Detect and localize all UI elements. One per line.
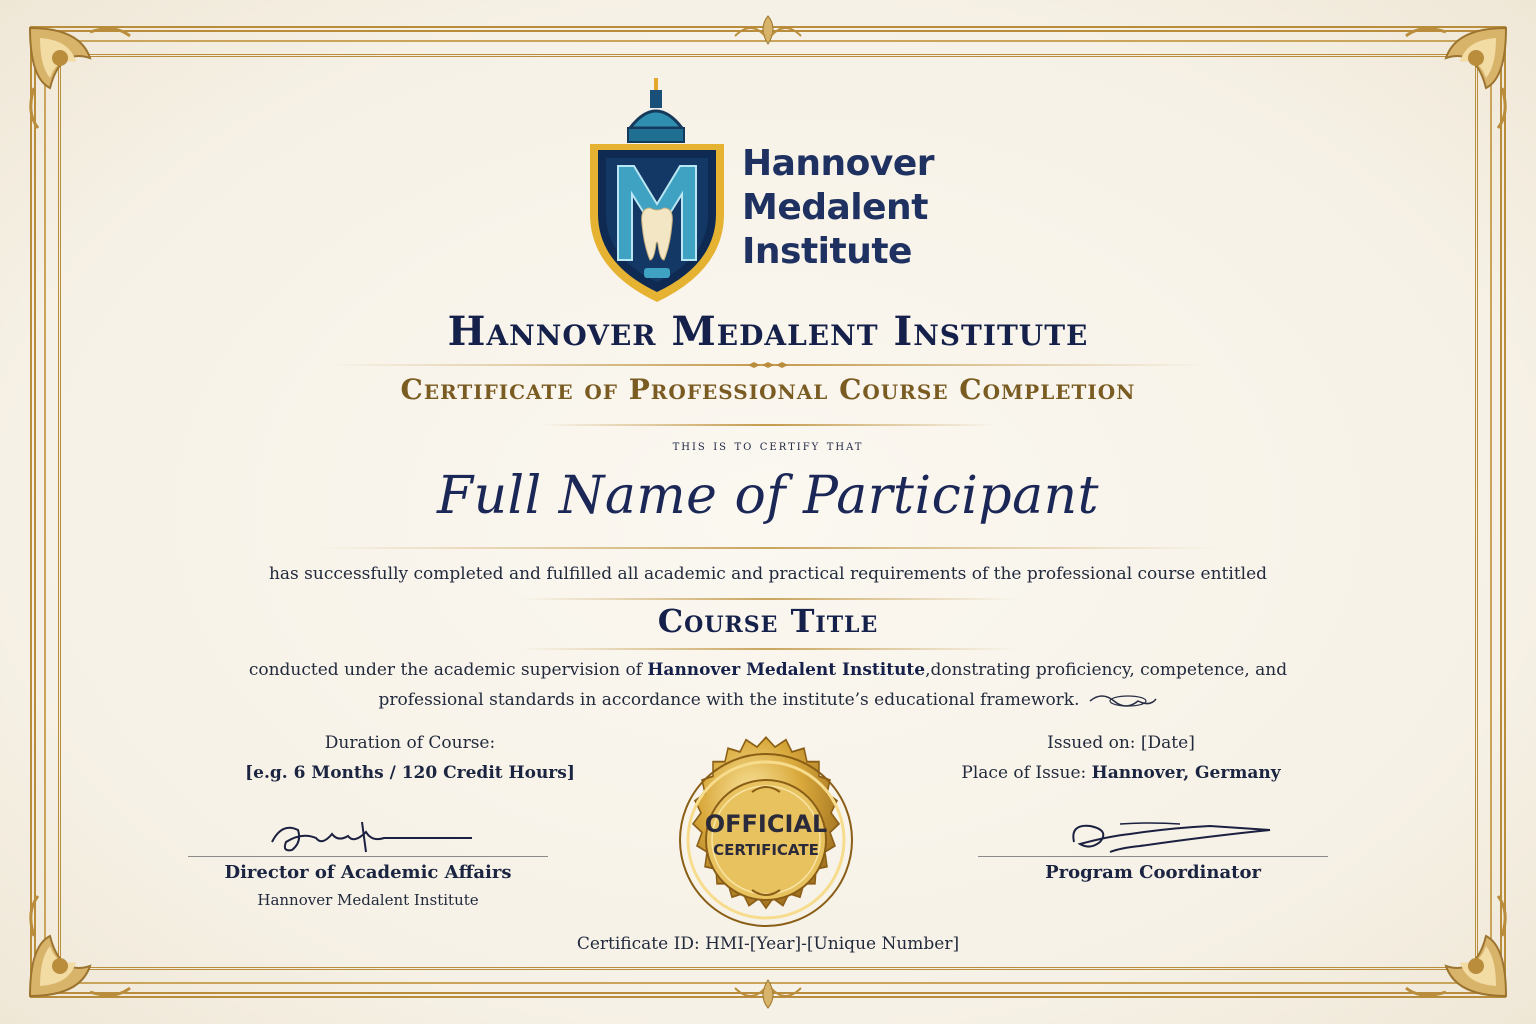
shield-crest-icon — [584, 74, 730, 306]
logo-wordmark — [742, 142, 972, 274]
coordinator-signature — [1060, 812, 1276, 858]
completion-statement: has successfully completed and fulfilled all academic and practical requirements of the professional course entitled — [268, 564, 1268, 584]
logo-line2: Medalent — [742, 187, 928, 228]
institute-logo — [584, 74, 964, 306]
divider — [540, 424, 996, 426]
place-value: Hannover, Germany — [1091, 763, 1281, 783]
title-divider-icon — [330, 362, 1206, 368]
official-seal-icon — [660, 734, 872, 946]
supervision-institute: Hannover Medalent Institute — [647, 660, 926, 680]
director-signature — [262, 812, 482, 858]
logo-line1: Hannover — [742, 143, 935, 184]
signature-line — [188, 856, 548, 857]
logo-line3: Institute — [742, 231, 912, 272]
certificate-id: Certificate ID: HMI-[Year]-[Unique Number] — [576, 934, 960, 954]
seal-official-text: OFFICIAL — [704, 810, 828, 838]
supervision-statement — [0, 655, 1536, 715]
director-title: Director of Academic Affairs — [224, 862, 512, 883]
institution-title: Hannover Medalent Institute — [447, 308, 1089, 355]
place-of-issue — [936, 758, 1306, 788]
duration-label: Duration of Course: — [324, 733, 496, 753]
divider — [520, 598, 1016, 600]
corner-ornament-icon — [20, 18, 140, 138]
certificate-title: Certificate of Professional Course Completion — [400, 373, 1136, 406]
divider — [314, 547, 1222, 549]
certify-statement: this is to certify that — [672, 438, 864, 454]
duration-block — [230, 728, 590, 788]
issued-on: Issued on: [Date] — [1047, 733, 1195, 753]
supervision-suffix: ,donstrating proficiency, competence, and — [925, 660, 1288, 680]
top-ornament-icon — [733, 14, 803, 50]
place-label: Place of Issue: — [961, 763, 1092, 783]
corner-ornament-icon — [1396, 18, 1516, 138]
director-institute: Hannover Medalent Institute — [257, 891, 479, 909]
seal-certificate-text: CERTIFICATE — [713, 841, 819, 859]
supervision-line2: professional standards in accordance with the institute’s educational framework. — [378, 690, 1080, 710]
course-title: Course Title — [657, 602, 879, 640]
signature-line — [978, 856, 1328, 857]
issue-block — [936, 728, 1306, 788]
coordinator-title: Program Coordinator — [1045, 862, 1261, 883]
flourish-icon — [1088, 693, 1158, 709]
bottom-ornament-icon — [733, 974, 803, 1010]
participant-name: Full Name of Participant — [436, 466, 1100, 526]
supervision-prefix: conducted under the academic supervision of — [248, 660, 648, 680]
divider — [520, 648, 1016, 650]
duration-value: [e.g. 6 Months / 120 Credit Hours] — [245, 763, 575, 783]
